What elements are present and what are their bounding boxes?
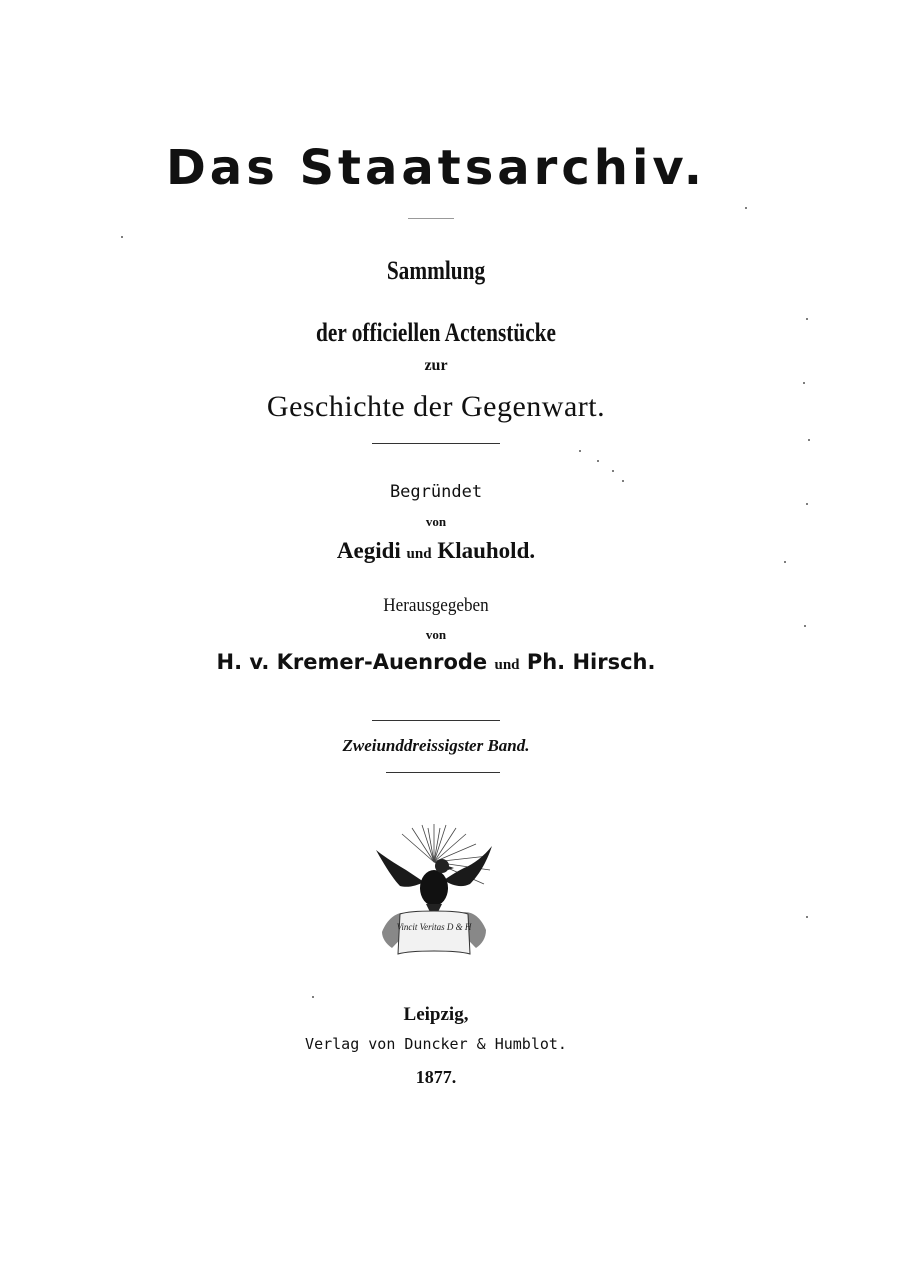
subtitle-divider — [372, 443, 500, 444]
scan-speck — [784, 561, 786, 563]
scan-speck — [806, 503, 808, 505]
eagle-body — [420, 870, 448, 906]
scan-speck — [808, 439, 810, 441]
banner-scroll — [398, 911, 470, 954]
eagle-right-wing — [444, 846, 492, 886]
volume-divider-top — [372, 720, 500, 721]
volume-label: Zweiunddreissigster Band. — [342, 736, 530, 755]
volume-divider-bottom — [386, 772, 500, 773]
book-title: Das Staatsarchiv. — [165, 140, 707, 196]
scan-speck — [312, 996, 314, 998]
publication-place: Leipzig, — [403, 1004, 469, 1025]
founders-conjunction: und — [406, 546, 432, 562]
subtitle-line-4: Geschichte der Gegenwart. — [266, 390, 606, 423]
scan-speck — [597, 460, 599, 462]
founder-name-1: Aegidi — [336, 538, 401, 563]
banner-text: Vincit Veritas D & H — [396, 922, 472, 932]
scan-speck — [803, 382, 805, 384]
editors-line — [0, 650, 872, 674]
title-divider — [408, 218, 454, 219]
publisher-name: Verlag von Duncker & Humblot. — [305, 1035, 567, 1053]
eagle-left-wing — [376, 850, 424, 887]
subtitle-line-3: zur — [424, 357, 448, 374]
editor-name-1: H. v. Kremer-Auenrode — [216, 650, 488, 674]
scan-speck — [804, 625, 806, 627]
publication-year: 1877. — [415, 1067, 457, 1087]
scan-speck — [806, 318, 808, 320]
editor-von: von — [425, 627, 447, 642]
eagle-printer-mark-icon — [372, 822, 496, 964]
scan-speck — [612, 470, 614, 472]
founded-label: Begründet — [389, 482, 483, 502]
scan-speck — [622, 480, 624, 482]
subtitle-line-1: Sammlung — [386, 256, 486, 285]
scan-speck — [579, 450, 581, 452]
editor-name-2: Ph. Hirsch. — [526, 650, 656, 674]
scan-speck — [121, 236, 123, 238]
founder-name-2: Klauhold. — [437, 538, 536, 563]
founded-von: von — [425, 514, 447, 529]
eagle-head — [435, 859, 449, 873]
scan-speck — [745, 207, 747, 209]
editors-conjunction: und — [494, 657, 520, 673]
subtitle-line-2: der officiellen Actenstücke — [315, 318, 557, 347]
editor-label: Herausgegeben — [383, 595, 489, 616]
scan-speck — [806, 916, 808, 918]
founders-line — [0, 538, 872, 564]
